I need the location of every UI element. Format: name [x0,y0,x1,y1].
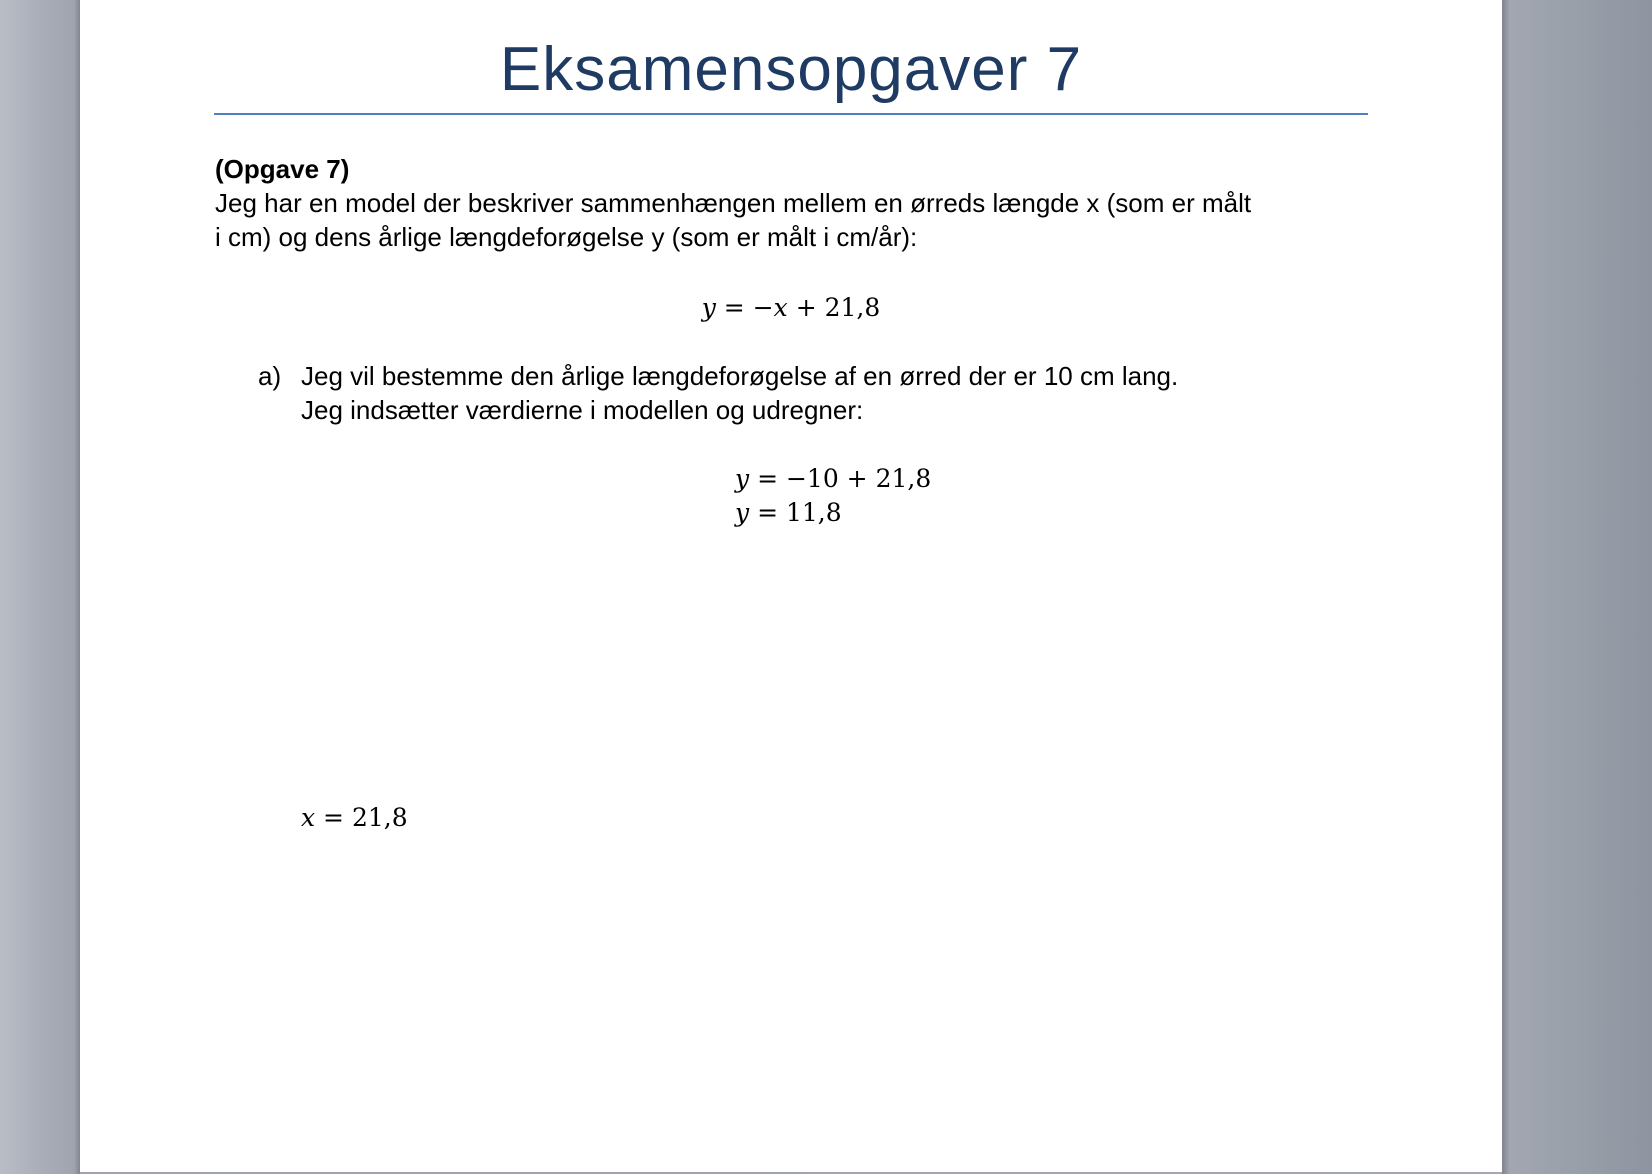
exercise-heading: (Opgave 7) [215,154,350,184]
answer-equation: 𝑥 = 21,8 [301,803,408,832]
calculation-line-2: 𝑦 = 11,8 [735,498,842,527]
intro-line-1: Jeg har en model der beskriver sammenhængen mellem en ørreds længde x (som er målt [215,188,1252,218]
part-a-line-2: Jeg indsætter værdierne i modellen og udregner: [301,395,864,425]
calculation-line-1: 𝑦 = −10 + 21,8 [735,464,932,493]
document-page [80,0,1502,1172]
document-title: Eksamensopgaver 7 [499,35,1083,104]
part-a-label: a) [258,361,282,391]
page-shadow-right [1502,0,1510,1174]
intro-paragraph [215,186,1385,254]
title-underline [214,113,1368,115]
part-a-line-1: Jeg vil bestemme den årlige længdeforøgelse af en ørred der er 10 cm lang. [301,361,1179,391]
intro-line-2: i cm) og dens årlige længdeforøgelse y (som er målt i cm/år): [215,222,918,252]
model-equation: 𝑦 = −𝑥 + 21,8 [701,293,881,322]
part-a-text [301,359,1381,427]
